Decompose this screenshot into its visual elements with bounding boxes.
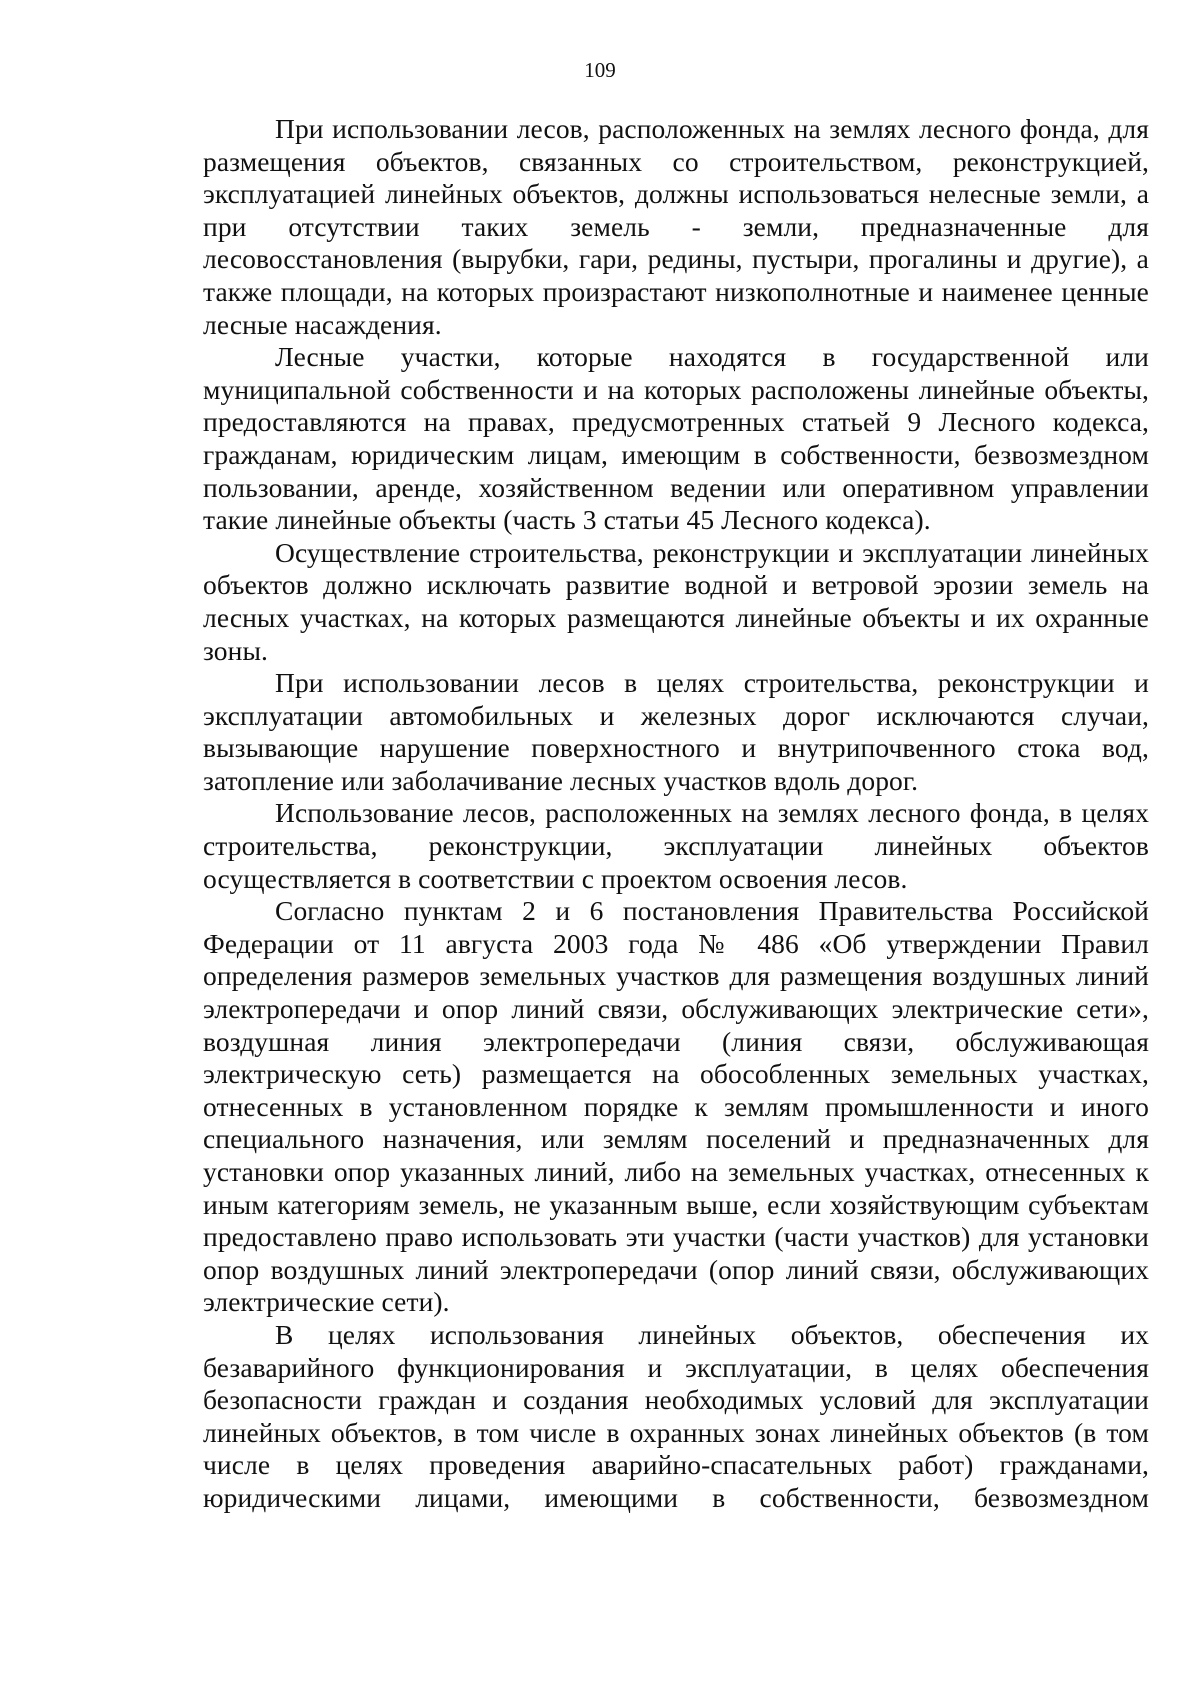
paragraph: Осуществление строительства, реконструкции и эксплуатации линейных объектов должно исключать развитие водной и ветровой эрозии земель на лесных участках, на которых размещаются линейные объекты и их охранные зоны. [203, 536, 1149, 666]
paragraph: В целях использования линейных объектов, обеспечения их безаварийного функционирования и эксплуатации, в целях обеспечения безопасности граждан и создания необходимых условий для эксплуатации линейных объектов, в том числе в охранных зонах линейных объектов (в том числе в целях проведения аварийно-спасательных работ) гражданами, юридическими лицами, имеющими в собственности, безвозмездном [203, 1318, 1149, 1513]
page-body [203, 113, 1149, 1515]
paragraph: Лесные участки, которые находятся в государственной или муниципальной собственности и на которых расположены линейные объекты, предоставляются на правах, предусмотренных статьей 9 Лесного кодекса, гражданам, юридическим лицам, имеющим в собственности, безвозмездном пользовании, аренде, хозяйственном ведении или оперативном управлении такие линейные объекты (часть 3 статьи 45 Лесного кодекса). [203, 341, 1149, 536]
paragraph: Использование лесов, расположенных на землях лесного фонда, в целях строительства, реконструкции, эксплуатации линейных объектов осуществляется в соответствии с проектом освоения лесов. [203, 797, 1149, 894]
paragraph: Согласно пунктам 2 и 6 постановления Правительства Российской Федерации от 11 августа 2003 года № 486 «Об утверждении Правил определения размеров земельных участков для размещения воздушных линий электропередачи и опор линий связи, обслуживающих электрические сети», воздушная линия электропередачи (линия связи, обслуживающая электрическую сеть) размещается на обособленных земельных участках, отнесенных в установленном порядке к землям промышленности и иного специального назначения, или землям поселений и предназначенных для установки опор указанных линий, либо на земельных участках, отнесенных к иным категориям земель, не указанным выше, если хозяйствующим субъектам предоставлено право использовать эти участки (части участков) для установки опор воздушных линий электропередачи (опор линий связи, обслуживающих электрические сети). [203, 895, 1149, 1318]
paragraph: При использовании лесов, расположенных на землях лесного фонда, для размещения объектов, связанных со строительством, реконструкцией, эксплуатацией линейных объектов, должны использоваться нелесные земли, а при отсутствии таких земель - земли, предназначенные для лесовосстановления (вырубки, гари, редины, пустыри, прогалины и другие), а также площади, на которых произрастают низкополнотные и наименее ценные лесные насаждения. [203, 113, 1149, 340]
page-number: 109 [584, 58, 616, 82]
paragraph: При использовании лесов в целях строительства, реконструкции и эксплуатации автомобильных и железных дорог исключаются случаи, вызывающие нарушение поверхностного и внутрипочвенного стока вод, затопление или заболачивание лесных участков вдоль дорог. [203, 667, 1149, 796]
